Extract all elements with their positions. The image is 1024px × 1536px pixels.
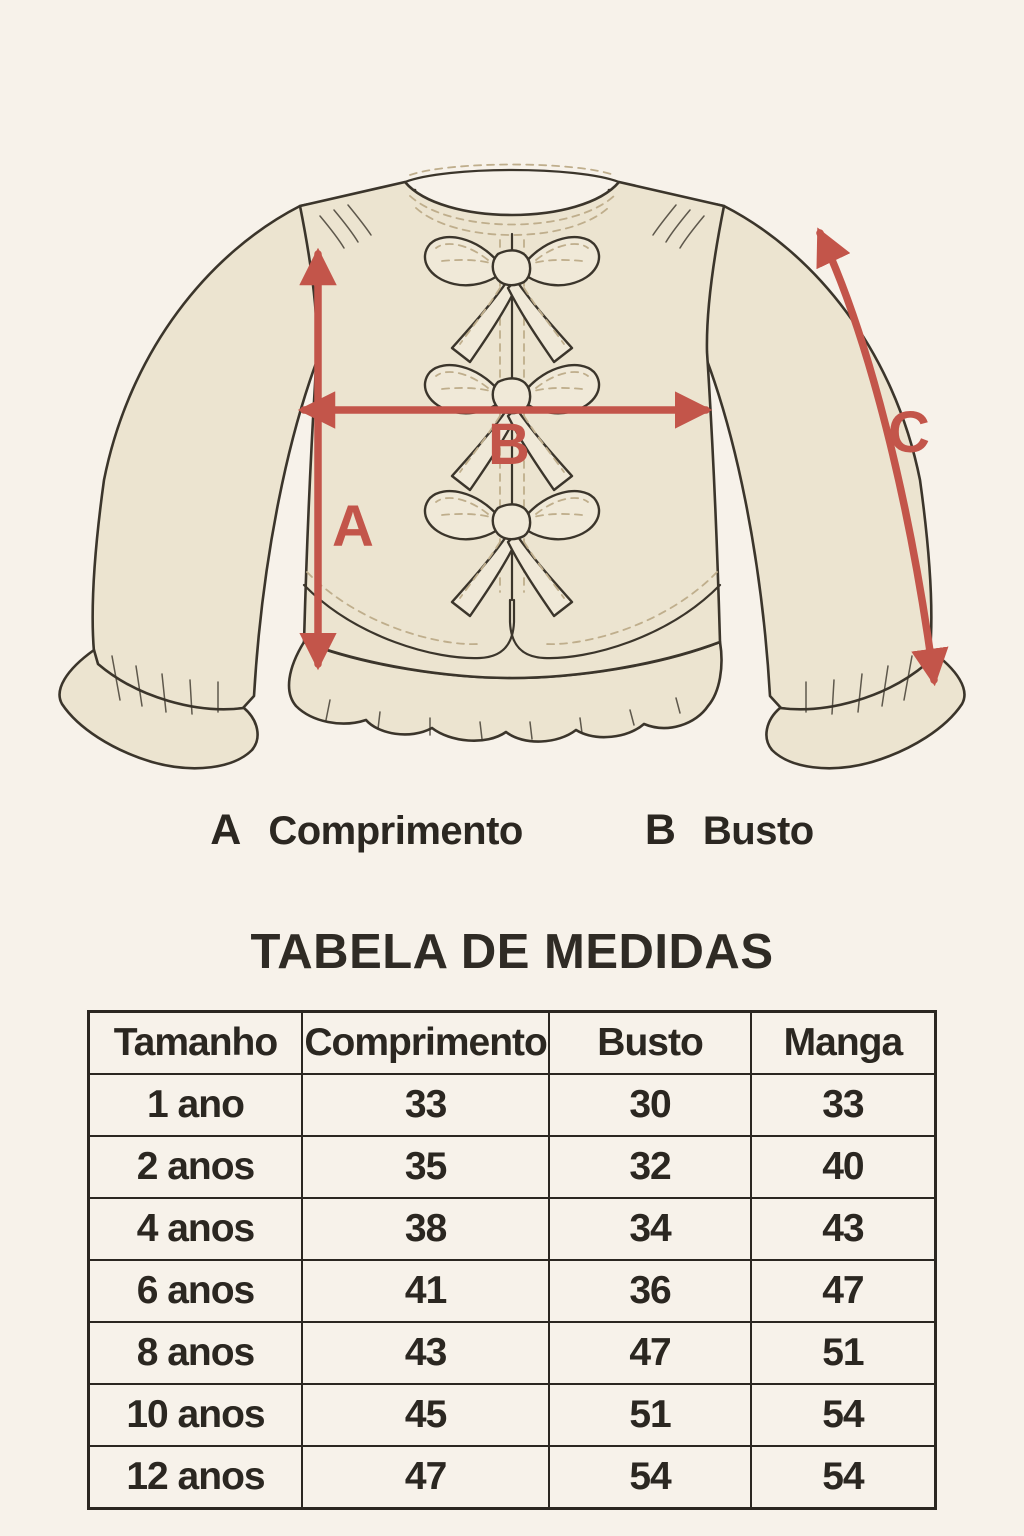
table-row	[89, 1136, 936, 1198]
table-cell: 51	[549, 1384, 751, 1446]
table-header-row	[89, 1012, 936, 1075]
legend-label-comprimento: Comprimento	[268, 809, 523, 853]
table-row	[89, 1260, 936, 1322]
table-cell: 33	[751, 1074, 936, 1136]
table-cell: 47	[302, 1446, 549, 1509]
table-cell-size: 1 ano	[89, 1074, 302, 1136]
table-cell: 32	[549, 1136, 751, 1198]
header-manga: Manga	[751, 1012, 936, 1075]
table-cell: 40	[751, 1136, 936, 1198]
legend-letter-b: B	[644, 806, 676, 854]
size-table-title: TABELA DE MEDIDAS	[250, 925, 774, 979]
legend-letter-a: A	[210, 806, 242, 854]
table-cell: 47	[751, 1260, 936, 1322]
table-row	[89, 1446, 936, 1509]
table-cell: 41	[302, 1260, 549, 1322]
table-cell-size: 8 anos	[89, 1322, 302, 1384]
legend-item-comprimento	[210, 806, 523, 855]
table-cell: 33	[302, 1074, 549, 1136]
table-cell: 45	[302, 1384, 549, 1446]
table-cell-size: 12 anos	[89, 1446, 302, 1509]
table-row	[89, 1322, 936, 1384]
marker-letter-c: C	[888, 400, 930, 465]
table-cell: 30	[549, 1074, 751, 1136]
size-table	[87, 1010, 937, 1510]
table-cell: 38	[302, 1198, 549, 1260]
table-cell: 36	[549, 1260, 751, 1322]
marker-letter-a: A	[332, 494, 374, 559]
table-cell: 35	[302, 1136, 549, 1198]
header-comprimento: Comprimento	[302, 1012, 549, 1075]
table-cell: 54	[549, 1446, 751, 1509]
table-cell: 51	[751, 1322, 936, 1384]
table-cell: 43	[751, 1198, 936, 1260]
legend-item-busto	[645, 806, 814, 855]
table-cell-size: 2 anos	[89, 1136, 302, 1198]
header-tamanho: Tamanho	[89, 1012, 302, 1075]
table-cell: 54	[751, 1384, 936, 1446]
table-cell-size: 6 anos	[89, 1260, 302, 1322]
legend-label-busto: Busto	[702, 809, 814, 853]
table-cell: 47	[549, 1322, 751, 1384]
table-row	[89, 1384, 936, 1446]
table-cell-size: 10 anos	[89, 1384, 302, 1446]
header-busto: Busto	[549, 1012, 751, 1075]
table-row	[89, 1198, 936, 1260]
table-row	[89, 1074, 936, 1136]
table-cell: 43	[302, 1322, 549, 1384]
table-cell: 54	[751, 1446, 936, 1509]
table-cell: 34	[549, 1198, 751, 1260]
measure-legend	[0, 806, 1024, 858]
marker-letter-b: B	[488, 412, 530, 477]
table-cell-size: 4 anos	[89, 1198, 302, 1260]
